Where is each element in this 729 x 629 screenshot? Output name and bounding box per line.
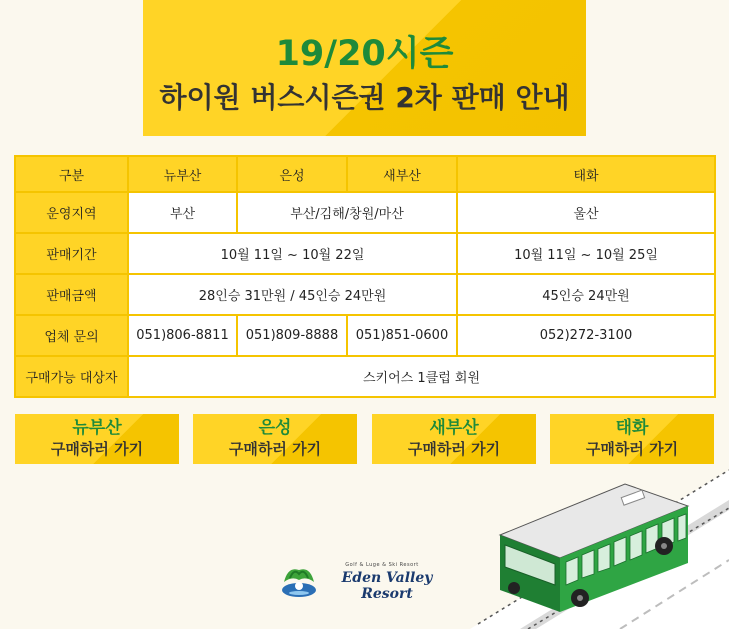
logo-name: Eden Valley Resort	[341, 570, 433, 602]
col-header-saebusan: 새부산	[347, 156, 457, 192]
button-action-label: 구매하러 가기	[407, 440, 501, 458]
button-company-label: 새부산	[429, 418, 479, 438]
button-company-label: 뉴부산	[72, 418, 122, 438]
page-title: 하이원 버스시즌권 2차 판매 안내	[159, 81, 570, 114]
col-header-newbusan: 뉴부산	[128, 156, 237, 192]
logo-tagline: Golf & Luge & Ski Resort	[345, 562, 419, 568]
cell-period-busan: 10월 11일 ~ 10월 22일	[128, 233, 457, 274]
button-company-label: 은성	[258, 418, 292, 438]
row-label-price: 판매금액	[15, 274, 128, 315]
row-label-area: 운영지역	[15, 192, 128, 233]
cell-contact-eunseong: 051)809-8888	[237, 315, 347, 356]
cell-contact-newbusan: 051)806-8811	[128, 315, 237, 356]
button-action-label: 구매하러 가기	[50, 440, 144, 458]
cell-area-eunseong-saebusan: 부산/김해/창원/마산	[237, 192, 457, 233]
resort-logo	[278, 560, 458, 600]
cell-contact-taehwa: 052)272-3100	[457, 315, 715, 356]
col-header-taehwa: 태화	[457, 156, 715, 192]
col-header-category: 구분	[15, 156, 128, 192]
cell-eligible: 스키어스 1클럽 회원	[128, 356, 715, 397]
button-action-label: 구매하러 가기	[585, 440, 679, 458]
button-action-label: 구매하러 가기	[228, 440, 322, 458]
row-label-eligible: 구매가능 대상자	[15, 356, 128, 397]
cell-price-taehwa: 45인승 24만원	[457, 274, 715, 315]
eden-valley-logo-icon	[278, 560, 320, 600]
cell-area-newbusan: 부산	[128, 192, 237, 233]
row-label-contact: 업체 문의	[15, 315, 128, 356]
cell-period-taehwa: 10월 11일 ~ 10월 25일	[457, 233, 715, 274]
cell-contact-saebusan: 051)851-0600	[347, 315, 457, 356]
col-header-eunseong: 은성	[237, 156, 347, 192]
cell-area-taehwa: 울산	[457, 192, 715, 233]
cell-price-busan: 28인승 31만원 / 45인승 24만원	[128, 274, 457, 315]
row-label-period: 판매기간	[15, 233, 128, 274]
page-title-season: 19/20시즌	[275, 34, 454, 74]
button-company-label: 태화	[615, 418, 649, 438]
